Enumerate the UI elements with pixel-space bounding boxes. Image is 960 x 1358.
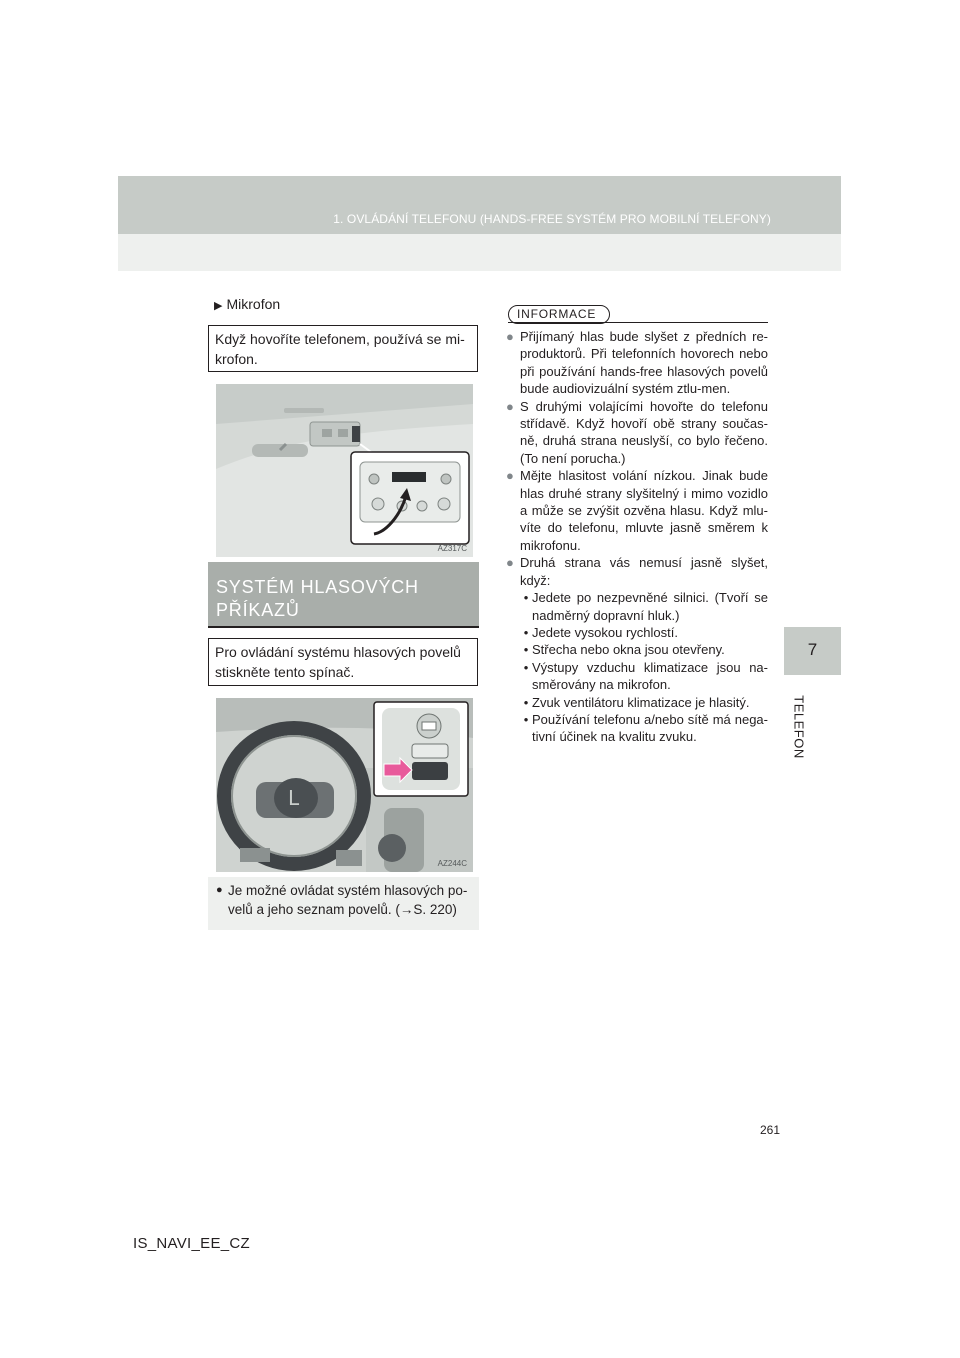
bullet-icon: ●	[506, 398, 514, 414]
information-item	[506, 467, 768, 554]
small-bullet-icon: •	[523, 659, 529, 675]
svg-text:L: L	[288, 786, 300, 810]
chapter-header-bar	[118, 176, 841, 234]
microphone-description-box: Když hovoříte telefonem, používá se mi-krofon.	[208, 325, 478, 372]
information-sub-item	[520, 641, 768, 658]
document-code: IS_NAVI_EE_CZ	[133, 1235, 251, 1252]
information-tag: INFORMACE	[508, 305, 610, 324]
steering-wheel-image	[216, 698, 473, 872]
microphone-heading	[214, 296, 280, 312]
small-bullet-icon: •	[523, 711, 529, 727]
indent-spacer	[216, 900, 228, 919]
note-line	[216, 900, 471, 919]
small-bullet-icon: •	[523, 590, 529, 606]
bullet-icon: ●	[506, 555, 514, 571]
figure-code: AZ317C	[437, 544, 467, 553]
information-sub-item	[520, 659, 768, 694]
triangle-bullet-icon: ▶	[214, 300, 223, 312]
bullet-icon: ●	[216, 884, 223, 896]
information-sub-item	[520, 624, 768, 641]
note-text-line2: velů a jeho seznam povelů. (→S. 220)	[228, 902, 457, 917]
voice-switch-description-box: Pro ovládání systému hlasových povelů stiskněte tento spínač.	[208, 638, 478, 686]
information-sub-text: Jedete po nezpevněné silnici. (Tvoří se nadměrný dopravní hluk.)	[532, 590, 768, 623]
steering-wheel-illustration	[216, 698, 473, 872]
information-sub-text: Jedete vysokou rychlostí.	[532, 624, 678, 640]
information-divider	[508, 322, 768, 323]
chapter-tab	[784, 627, 841, 675]
chapter-title: 1. OVLÁDÁNÍ TELEFONU (HANDS-FREE SYSTÉM PRO MOBILNÍ TELEFONY)	[333, 212, 771, 226]
bullet-icon: ●	[506, 468, 514, 484]
information-text: Přijímaný hlas bude slyšet z předních re-produktorů. Při telefonních hovorech nebo při používání hands-free hlasových povelů bude audiovizuální systém ztlu-men.	[520, 329, 768, 397]
overhead-console-image	[216, 384, 473, 557]
information-sub-text: Zvuk ventilátoru klimatizace je hlasitý.	[532, 694, 750, 710]
information-list	[506, 328, 768, 746]
page-number: 261	[760, 1123, 781, 1137]
information-text: Mějte hlasitost volání nízkou. Jinak bude hlas druhé strany slyšitelný i mimo vozidlo a může se zvýšit ozvěna hlasu. Když mlu-víte do telefonu, mluvte jasně směrem k mikrofonu.	[520, 468, 768, 553]
information-sub-item	[520, 711, 768, 746]
figure-code: AZ244C	[437, 859, 467, 868]
note-line	[216, 881, 471, 900]
small-bullet-icon: •	[523, 624, 529, 640]
microphone-illustration	[216, 384, 473, 557]
information-item	[506, 328, 768, 398]
information-sub-item	[520, 589, 768, 624]
note-text-line1: Je možné ovládat systém hlasových po-	[228, 883, 468, 898]
information-text: Druhá strana vás nemusí jasně slyšet, když:	[520, 555, 768, 588]
information-text: S druhými volajícími hovořte do telefonu střídavě. Když hovoří obě strany součas-ně, druhá strana neuslyší, co bylo řečeno. (To není porucha.)	[520, 398, 768, 466]
information-item	[506, 398, 768, 468]
small-bullet-icon: •	[523, 694, 529, 710]
small-bullet-icon: •	[523, 642, 529, 658]
information-item	[506, 554, 768, 589]
information-sub-text: Používání telefonu a/nebo sítě má nega-tivní účinek na kvalitu zvuku.	[532, 711, 768, 745]
information-sub-text: Výstupy vzduchu klimatizace jsou na-směrovány na mikrofon.	[532, 659, 768, 693]
bullet-icon: ●	[506, 329, 514, 344]
section-title: SYSTÉM HLASOVÝCH PŘÍKAZŮ	[208, 562, 479, 628]
information-sub-item	[520, 694, 768, 711]
information-sub-text: Střecha nebo okna jsou otevřeny.	[532, 642, 725, 658]
chapter-header	[118, 176, 841, 271]
chapter-side-label	[786, 682, 812, 772]
chapter-tab-number: 7	[807, 640, 818, 659]
chapter-side-label-text: TELEFON	[791, 695, 807, 759]
note-box	[208, 877, 479, 930]
microphone-heading-text: Mikrofon	[226, 296, 281, 312]
